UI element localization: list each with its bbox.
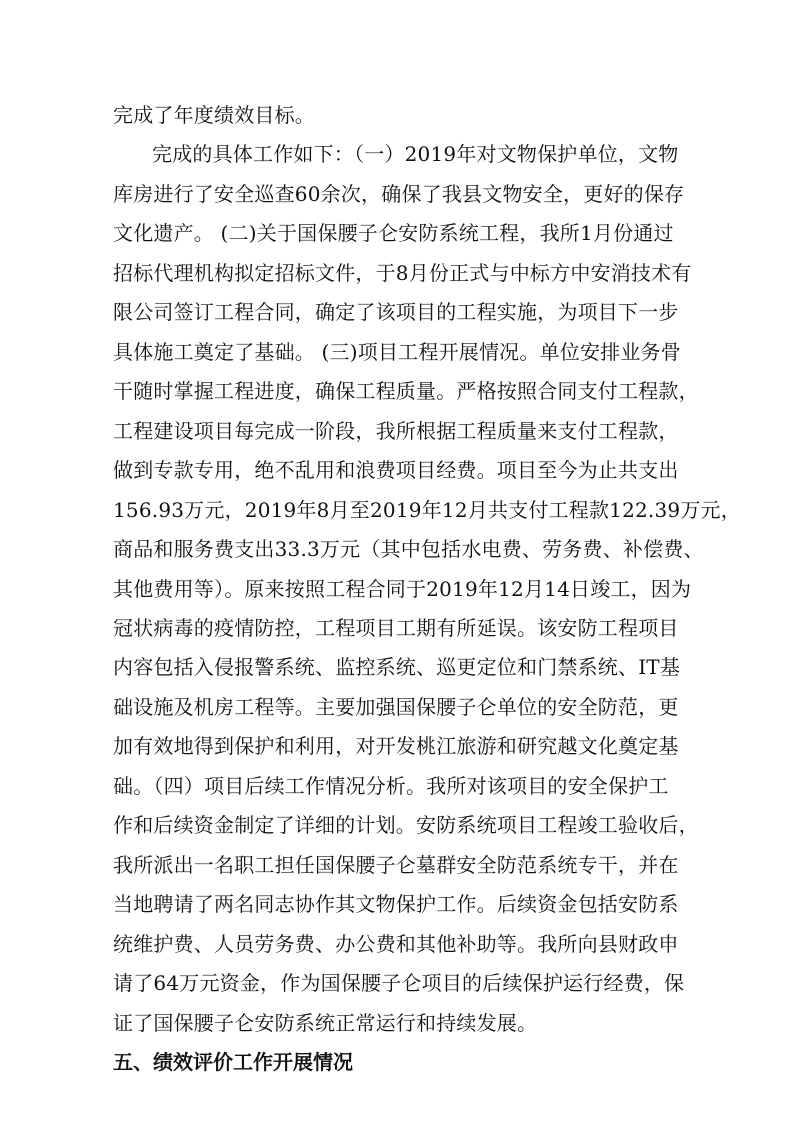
text-line: 招标代理机构拟定招标文件，于8月份正式与中标方中安消技术有: [113, 261, 692, 285]
text-line: 当地聘请了两名同志协作其文物保护工作。后续资金包括安防系: [113, 892, 679, 916]
text-line: 干随时掌握工程进度，确保工程质量。严格按照合同支付工程款，: [113, 379, 699, 403]
text-line: 其他费用等）。原来按照工程合同于2019年12月14日竣工，因为: [113, 577, 692, 601]
text-line: 完成的具体工作如下：（一）2019年对文物保护单位，文物: [152, 142, 679, 166]
text-line: 请了64万元资金，作为国保腰子仑项目的后续保护运行经费，保: [113, 971, 685, 995]
text-line: 统维护费、人员劳务费、办公费和其他补助等。我所向县财政申: [113, 932, 679, 956]
text-line: 础。（四）项目后续工作情况分析。我所对该项目的安全保护工: [113, 774, 669, 798]
text-line: 证了国保腰子仑安防系统正常运行和持续发展。: [113, 1011, 538, 1035]
text-line: 加有效地得到保护和利用，对开发桃江旅游和研究越文化奠定基: [113, 734, 679, 758]
text-line: 内容包括入侵报警系统、监控系统、巡更定位和门禁系统、IT基: [113, 655, 681, 679]
text-line: 冠状病毒的疫情防控，工程项目工期有所延误。该安防工程项目: [113, 616, 679, 640]
text-line: 商品和服务费支出33.3万元（其中包括水电费、劳务费、补偿费、: [113, 537, 704, 561]
text-line: 文化遗产。 (二)关于国保腰子仑安防系统工程，我所1月份通过: [113, 221, 674, 245]
text-line: 作和后续资金制定了详细的计划。安防系统项目工程竣工验收后，: [113, 813, 699, 837]
text-line: 限公司签订工程合同，确定了该项目的工程实施，为项目下一步: [113, 300, 679, 324]
section-heading: 五、绩效评价工作开展情况: [113, 1050, 353, 1074]
text-line: 完成了年度绩效目标。: [113, 103, 315, 127]
text-line: 具体施工奠定了基础。 (三)项目工程开展情况。单位安排业务骨: [113, 340, 681, 364]
text-line: 工程建设项目每完成一阶段，我所根据工程质量来支付工程款，: [113, 419, 679, 443]
text-line: 做到专款专用，绝不乱用和浪费项目经费。项目至今为止共支出: [113, 458, 679, 482]
text-line: 础设施及机房工程等。主要加强国保腰子仑单位的安全防范，更: [113, 695, 679, 719]
text-line: 库房进行了安全巡查60余次，确保了我县文物安全，更好的保存: [113, 182, 685, 206]
text-line: 我所派出一名职工担任国保腰子仑墓群安全防范系统专干，并在: [113, 853, 679, 877]
text-line: 156.93万元，2019年8月至2019年12月共支付工程款122.39万元，: [113, 498, 741, 522]
